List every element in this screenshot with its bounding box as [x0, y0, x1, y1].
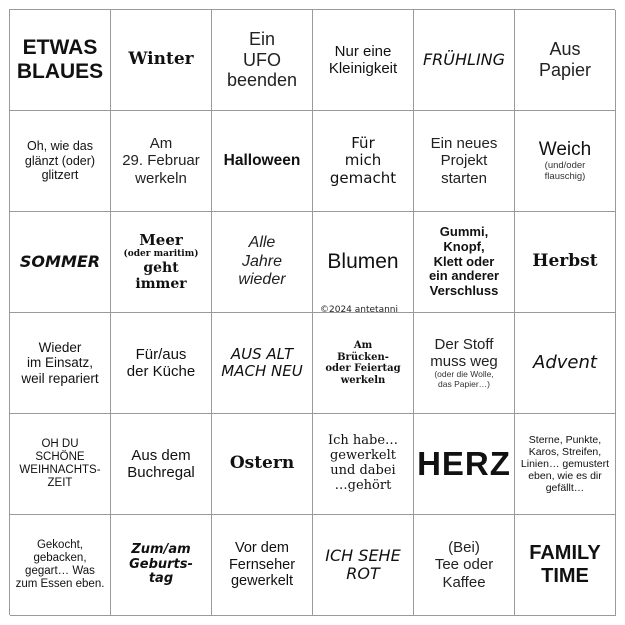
cell-kleinigkeit	[313, 10, 414, 111]
cell-text: HERZ	[417, 445, 511, 483]
cell-text: Ich habe… gewerkelt und dabei …gehört	[327, 433, 399, 493]
cell-text-cont: geht immer	[135, 259, 187, 292]
cell-text: SOMMER	[19, 251, 101, 271]
cell-glitzert	[10, 111, 111, 212]
cell-text: Vor dem Fernseher gewerkelt	[228, 539, 296, 590]
cell-text: Alle Jahre wieder	[238, 234, 286, 289]
cell-fruehling	[414, 10, 515, 111]
cell-29-februar	[111, 111, 212, 212]
cell-ufo	[212, 10, 313, 111]
cell-verschluss	[414, 212, 515, 313]
cell-text: Weich	[538, 139, 592, 161]
cell-text: FRÜHLING	[422, 49, 506, 69]
cell-stoff	[414, 313, 515, 414]
cell-text: AUS ALT MACH NEU	[221, 344, 303, 380]
cell-text: Gummi, Knopf, Klett oder ein anderer Verschluss	[428, 223, 500, 299]
cell-herbst	[515, 212, 616, 313]
cell-text: Nur eine Kleinigkeit	[328, 42, 398, 77]
cell-fernseher	[212, 515, 313, 616]
cell-text: ICH SEHE ROT	[325, 545, 401, 583]
cell-text: Wieder im Einsatz, weil repariert	[21, 339, 99, 386]
cell-text: Winter	[128, 49, 194, 70]
cell-advent	[515, 313, 616, 414]
cell-kueche	[111, 313, 212, 414]
cell-subtext: (und/oder flauschig)	[544, 160, 586, 182]
cell-text: Gekocht, gebacken, gegart… Was zum Essen eben.	[15, 538, 105, 591]
cell-buchregal	[111, 414, 212, 515]
cell-winter	[111, 10, 212, 111]
cell-text: Meer	[139, 231, 183, 250]
cell-text: (Bei) Tee oder Kaffee	[434, 539, 494, 591]
cell-alt-neu	[212, 313, 313, 414]
cell-text: Zum/am Geburts- tag	[129, 541, 193, 587]
cell-sommer	[10, 212, 111, 313]
cell-gemustert	[515, 414, 616, 515]
cell-etwas-blaues	[10, 10, 111, 111]
cell-halloween	[212, 111, 313, 212]
cell-subtext: (oder die Wolle, das Papier…)	[434, 369, 494, 390]
cell-text: Sterne, Punkte, Karos, Streifen, Linien… gemustert eben, wie es dir gefällt…	[520, 433, 610, 495]
cell-repariert	[10, 313, 111, 414]
cell-blumen	[313, 212, 414, 313]
cell-text: Herbst	[532, 251, 598, 272]
cell-text: Ostern	[229, 453, 295, 474]
cell-neues-projekt	[414, 111, 515, 212]
cell-ostern	[212, 414, 313, 515]
cell-text: Der Stoff muss weg	[430, 335, 498, 371]
copyright-note: ©2024 antetanni	[320, 305, 399, 315]
cell-text: OH DU SCHÖNE WEIHNACHTS- ZEIT	[19, 437, 101, 490]
cell-text: Blumen	[327, 249, 399, 273]
cell-alle-jahre	[212, 212, 313, 313]
cell-essen	[10, 515, 111, 616]
cell-text: ETWAS BLAUES	[16, 35, 104, 83]
cell-text: Halloween	[223, 152, 301, 170]
cell-weihnachtszeit	[10, 414, 111, 515]
cell-text: Oh, wie das glänzt (oder) glitzert	[24, 139, 96, 183]
cell-text: FAMILY TIME	[529, 542, 601, 587]
cell-meer	[111, 212, 212, 313]
cell-text: Am Brücken- oder Feiertag werkeln	[325, 340, 401, 386]
cell-text: Ein UFO beenden	[226, 28, 298, 91]
cell-papier	[515, 10, 616, 111]
cell-geburtstag	[111, 515, 212, 616]
cell-text: Für mich gemacht	[329, 134, 397, 187]
cell-feiertag	[313, 313, 414, 414]
cell-weich	[515, 111, 616, 212]
cell-text: Aus Papier	[538, 39, 592, 80]
cell-herz	[414, 414, 515, 515]
cell-tee-kaffee	[414, 515, 515, 616]
cell-family-time	[515, 515, 616, 616]
cell-text: Für/aus der Küche	[126, 345, 196, 380]
cell-rot	[313, 515, 414, 616]
cell-text: Am 29. Februar werkeln	[122, 135, 200, 187]
cell-fuer-mich	[313, 111, 414, 212]
cell-text: Advent	[533, 351, 597, 373]
cell-subtext: (oder maritim)	[123, 249, 199, 260]
cell-text: Aus dem Buchregal	[127, 446, 195, 481]
cell-gehoert	[313, 414, 414, 515]
cell-text: Ein neues Projekt starten	[430, 135, 498, 187]
bingo-grid	[9, 9, 615, 615]
